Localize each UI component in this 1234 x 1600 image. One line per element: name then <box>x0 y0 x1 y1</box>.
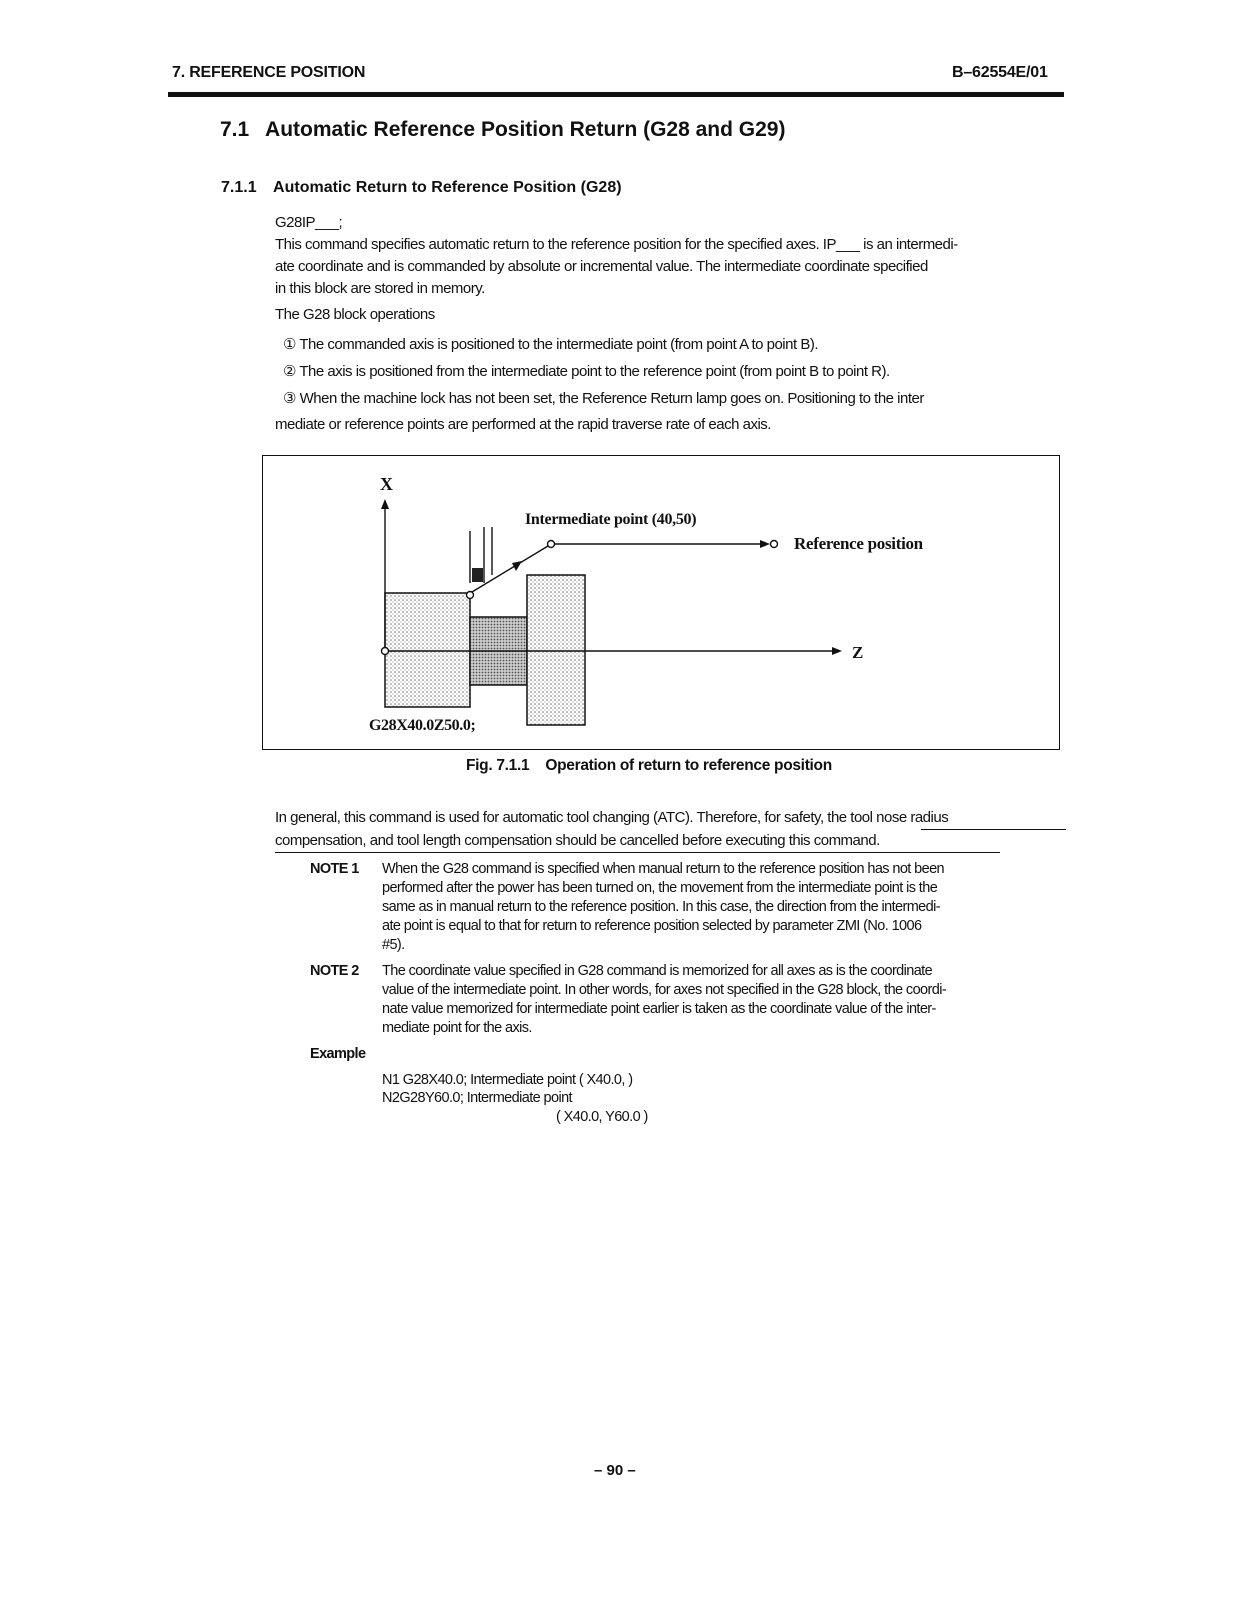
z-axis-label: Z <box>852 643 864 662</box>
intro-line: in this block are stored in memory. <box>275 280 485 297</box>
figure-caption-text: Operation of return to reference position <box>545 757 832 774</box>
g28-command-label: G28X40.0Z50.0; <box>369 717 476 734</box>
figure-caption <box>466 757 832 775</box>
ops-heading: The G28 block operations <box>275 306 435 323</box>
reference-point <box>771 541 778 548</box>
example-line-3: ( X40.0, Y60.0 ) <box>556 1109 648 1125</box>
workpiece-left-block <box>385 593 470 707</box>
reference-return-diagram <box>262 455 1060 750</box>
figure-caption-number: Fig. 7.1.1 <box>466 757 530 774</box>
intro-paragraph <box>275 234 1075 300</box>
tool-insert <box>472 568 483 582</box>
note-line: #5). <box>382 937 405 953</box>
intermediate-point-label: Intermediate point (40,50) <box>525 511 697 528</box>
workpiece-right-block <box>527 575 585 725</box>
chapter-header: 7. REFERENCE POSITION <box>172 64 366 81</box>
op-item: ① The commanded axis is positioned to the intermediate point (from point A to point B). <box>283 336 818 353</box>
section-heading <box>220 118 785 142</box>
intermediate-point <box>548 541 555 548</box>
note-line: value of the intermediate point. In other words, for axes not specified in the G28 block, the coordi- <box>382 982 947 998</box>
section-number: 7.1 <box>220 118 250 141</box>
note-line: same as in manual return to the reference position. In this case, the direction from the intermedi- <box>382 899 940 915</box>
note-line: mediate point for the axis. <box>382 1020 532 1036</box>
example-label: Example <box>310 1046 366 1062</box>
subsection-heading <box>221 179 622 197</box>
note-2-label: NOTE 2 <box>310 963 359 979</box>
subsection-title: Automatic Return to Reference Position (G28) <box>273 179 622 196</box>
note-2-body <box>382 962 1072 1038</box>
general-line-1-underline <box>921 829 1066 830</box>
example-line-2: N2G28Y60.0; Intermediate point <box>382 1090 572 1106</box>
reference-position-label: Reference position <box>794 534 923 553</box>
g28-command: G28IP___; <box>275 214 343 231</box>
section-title: Automatic Reference Position Return (G28 and G29) <box>265 118 786 141</box>
note-1-body <box>382 860 1072 955</box>
x-axis-arrow <box>381 499 389 509</box>
intro-line: ate coordinate and is commanded by absolute or incremental value. The intermediate coordinate specified <box>275 258 928 275</box>
intro-line: This command specifies automatic return to the reference position for the specified axes. IP___ is an intermedi- <box>275 236 958 253</box>
note-line: The coordinate value specified in G28 command is memorized for all axes as is the coordinate <box>382 963 933 979</box>
point-a <box>467 592 474 599</box>
path-b-to-r-arrow <box>760 540 770 548</box>
general-line-1: In general, this command is used for automatic tool changing (ATC). Therefore, for safety, the tool nose radius <box>275 809 949 826</box>
note-line: performed after the power has been turned on, the movement from the intermediate point is the <box>382 880 938 896</box>
z-axis-arrow <box>832 647 842 655</box>
ops-continuation: mediate or reference points are performed at the rapid traverse rate of each axis. <box>275 416 771 433</box>
path-arrow <box>512 561 522 571</box>
subsection-number: 7.1.1 <box>221 179 257 196</box>
note-1-label: NOTE 1 <box>310 861 359 877</box>
op-item: ③ When the machine lock has not been set, the Reference Return lamp goes on. Positioning to the inter <box>283 390 924 407</box>
header-rule <box>168 92 1064 97</box>
example-line-1: N1 G28X40.0; Intermediate point ( X40.0, ) <box>382 1072 633 1088</box>
op-item: ② The axis is positioned from the intermediate point to the reference point (from point B to point R). <box>283 363 890 380</box>
note-line: ate point is equal to that for return to reference position selected by parameter ZMI (No. 1006 <box>382 918 922 934</box>
x-axis-label: X <box>380 474 393 494</box>
note-line: When the G28 command is specified when manual return to the reference position has not been <box>382 861 945 877</box>
page-number: – 90 – <box>594 1462 636 1479</box>
document-number: B–62554E/01 <box>952 64 1048 81</box>
general-line-2: compensation, and tool length compensation should be cancelled before executing this command. <box>275 832 880 849</box>
origin-point <box>382 648 389 655</box>
ops-list <box>283 331 1073 412</box>
note-line: nate value memorized for intermediate point earlier is taken as the coordinate value of the inter- <box>382 1001 936 1017</box>
general-line-2-underline <box>275 852 1000 853</box>
